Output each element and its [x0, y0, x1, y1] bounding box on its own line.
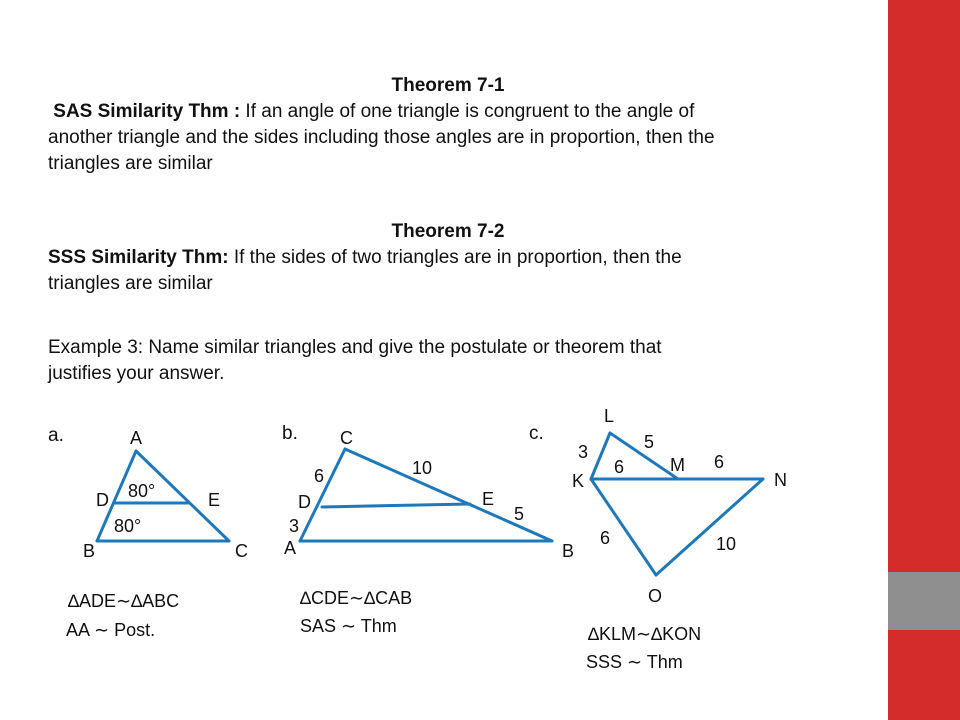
fig-c-side-ko — [591, 479, 656, 575]
fig-a-angle-top: 80° — [128, 481, 156, 501]
fig-c-side-lk: 3 — [578, 442, 589, 462]
fig-c-side-on: 10 — [716, 534, 737, 554]
fig-c-label-m: M — [670, 455, 685, 475]
decorative-gray-band — [888, 572, 960, 630]
theorem-7-1-title: Theorem 7-1 — [391, 75, 505, 96]
fig-b-side-da: 3 — [289, 516, 300, 536]
theorem-7-1-text-line3: triangles are similar — [48, 153, 213, 174]
theorem-7-2-text-line1: If the sides of two triangles are in proportion, then the — [228, 247, 682, 268]
fig-b-answer-similarity: ∆CDE∼∆CAB — [300, 588, 413, 608]
fig-c-label-k: K — [572, 471, 585, 491]
fig-a-answer-reason: AA ∼ Post. — [66, 620, 156, 640]
theorem-7-1-text-line1: If an angle of one triangle is congruent to the angle of — [240, 101, 695, 122]
fig-c-side-ko: 6 — [600, 528, 611, 548]
fig-c-answer-similarity: ∆KLM∼∆KON — [588, 624, 702, 644]
fig-c-label-n: N — [774, 470, 787, 490]
fig-a-label-e: E — [208, 490, 221, 510]
fig-b-label-c: C — [340, 428, 353, 448]
fig-a-part-label: a. — [48, 425, 64, 446]
theorem-7-1-text-line2: another triangle and the sides including those angles are in proportion, then the — [48, 127, 715, 148]
fig-a-answer-similarity: ∆ADE∼∆ABC — [68, 591, 180, 611]
fig-b-side-ce: 10 — [412, 458, 433, 478]
fig-c-side-lk — [591, 433, 610, 479]
fig-a-label-c: C — [235, 541, 248, 561]
fig-b-label-e: E — [482, 489, 495, 509]
fig-c-part-label: c. — [529, 423, 544, 444]
fig-b-side-cd: 6 — [314, 466, 325, 486]
theorem-7-2-text-line2: triangles are similar — [48, 273, 213, 294]
example-3-line2: justifies your answer. — [48, 363, 225, 384]
fig-a-label-d: D — [96, 490, 109, 510]
fig-a-label-a: A — [130, 428, 143, 448]
fig-b-segment-de — [322, 504, 470, 507]
fig-a-angle-bottom: 80° — [114, 516, 142, 536]
fig-c-side-km: 6 — [614, 457, 625, 477]
fig-c-label-o: O — [648, 586, 663, 606]
theorem-7-1-name: SAS Similarity Thm : — [53, 101, 241, 122]
fig-c-side-lm: 5 — [644, 432, 655, 452]
example-3-line1: Example 3: Name similar triangles and give the postulate or theorem that — [48, 337, 662, 358]
fig-c-answer-reason: SSS ∼ Thm — [586, 652, 683, 672]
fig-b-part-label: b. — [282, 423, 298, 444]
fig-c-side-mn: 6 — [714, 452, 725, 472]
theorem-7-2-name: SSS Similarity Thm: — [48, 247, 229, 268]
theorem-7-2-title: Theorem 7-2 — [391, 221, 505, 242]
fig-b-answer-reason: SAS ∼ Thm — [300, 616, 397, 636]
fig-b-label-d: D — [298, 492, 311, 512]
fig-a-label-b: B — [83, 541, 96, 561]
fig-b-side-eb: 5 — [514, 504, 525, 524]
fig-b-label-b: B — [562, 541, 575, 561]
fig-c-side-no — [656, 479, 763, 575]
fig-b-label-a: A — [284, 538, 297, 558]
fig-b-side-cb — [345, 449, 552, 541]
fig-c-label-l: L — [604, 406, 615, 426]
